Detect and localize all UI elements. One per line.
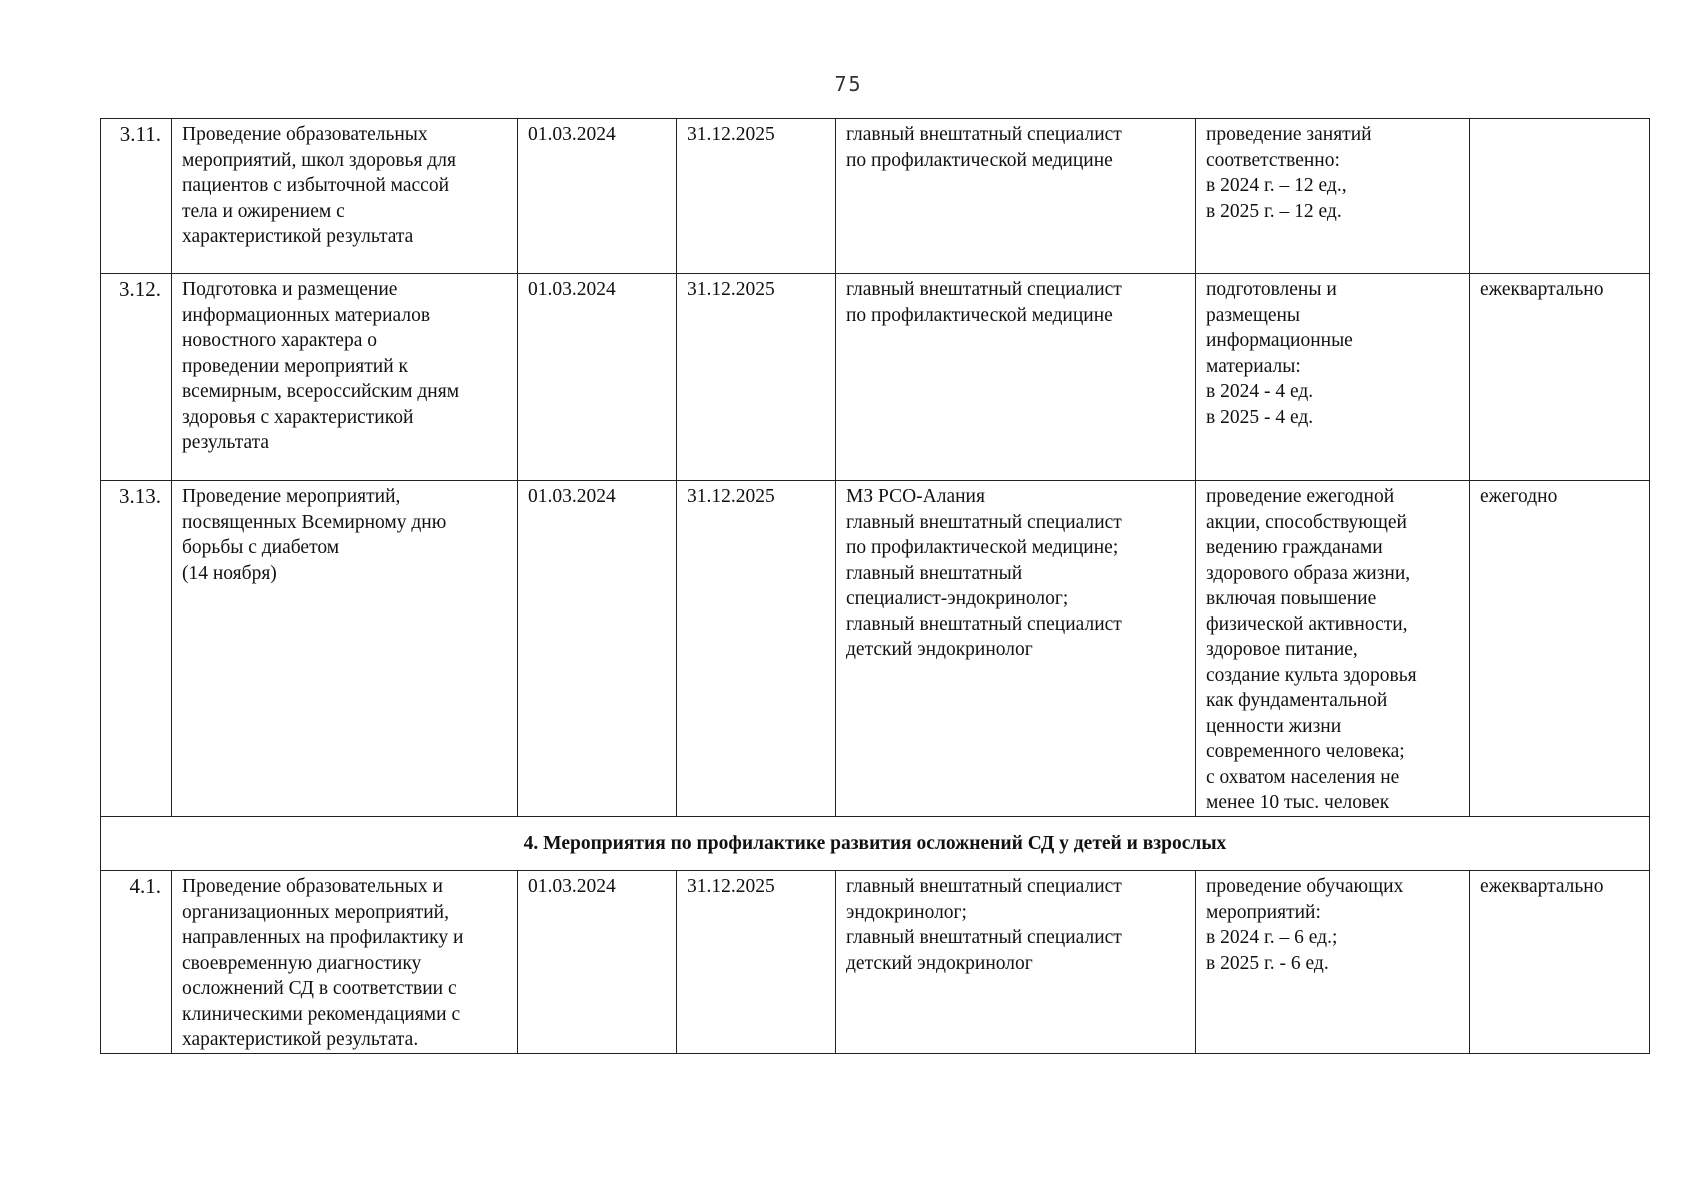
cell-text-line: в 2024 - 4 ед. <box>1206 381 1314 402</box>
activities-table <box>100 118 1650 1054</box>
cell-text-line: проведение обучающих <box>1206 876 1404 897</box>
cell-text-line: Проведение образовательных и <box>182 876 443 897</box>
row-number: 3.12. <box>101 274 172 481</box>
cell-text-line: здоровья с характеристикой <box>182 406 414 428</box>
result-cell <box>1196 481 1470 817</box>
activity-name-cell <box>172 119 518 274</box>
cell-text-line: здорового образа жизни, <box>1206 562 1411 584</box>
responsible-cell <box>836 871 1196 1054</box>
cell-text-line: проведение ежегодной <box>1206 486 1395 507</box>
result-cell <box>1196 871 1470 1054</box>
end-date-cell: 31.12.2025 <box>677 119 836 274</box>
activity-name-cell <box>172 871 518 1054</box>
cell-text-line: организационных мероприятий, <box>182 901 449 923</box>
cell-text-line: по профилактической медицине <box>846 304 1113 326</box>
cell-text-line: главный внештатный <box>846 562 1023 584</box>
cell-text-line: материалы: <box>1206 355 1301 377</box>
row-number: 3.11. <box>101 119 172 274</box>
cell-text-line: Проведение мероприятий, <box>182 486 401 507</box>
cell-text-line: детский эндокринолог <box>846 952 1033 974</box>
end-date-cell: 31.12.2025 <box>677 871 836 1054</box>
cell-text-line: тела и ожирением с <box>182 200 345 222</box>
cell-text-line: детский эндокринолог <box>846 639 1033 660</box>
cell-text-line: характеристикой результата <box>182 226 414 247</box>
cell-text-line: (14 ноября) <box>182 562 277 584</box>
cell-text-line: главный внештатный специалист <box>846 876 1122 897</box>
responsible-cell <box>836 119 1196 274</box>
cell-text-line: новостного характера о <box>182 330 377 351</box>
cell-text-line: эндокринолог; <box>846 901 967 923</box>
cell-text-line: размещены <box>1206 304 1301 326</box>
cell-text-line: Подготовка и размещение <box>182 279 398 300</box>
cell-text-line: ценности жизни <box>1206 715 1342 737</box>
section-header-row <box>101 817 1650 871</box>
result-cell <box>1196 274 1470 481</box>
cell-text-line: в 2025 г. - 6 ед. <box>1206 952 1329 974</box>
cell-text-line: по профилактической медицине <box>846 149 1113 171</box>
cell-text-line: как фундаментальной <box>1206 690 1388 711</box>
cell-text-line: менее 10 тыс. человек <box>1206 792 1390 813</box>
activity-name-cell <box>172 481 518 817</box>
cell-text-line: в 2024 г. – 6 ед.; <box>1206 927 1338 948</box>
cell-text-line: проведение занятий <box>1206 124 1372 145</box>
cell-text-line: главный внештатный специалист <box>846 279 1122 300</box>
cell-text-line: мероприятий: <box>1206 901 1321 923</box>
cell-text-line: ведению гражданами <box>1206 537 1383 558</box>
cell-text-line: главный внештатный специалист <box>846 124 1122 145</box>
end-date-cell: 31.12.2025 <box>677 481 836 817</box>
frequency-cell: ежеквартально <box>1470 871 1650 1054</box>
cell-text-line: информационные <box>1206 330 1353 351</box>
cell-text-line: посвященных Всемирному дню <box>182 511 447 533</box>
cell-text-line: результата <box>182 432 270 453</box>
cell-text-line: МЗ РСО-Алания <box>846 486 985 507</box>
responsible-cell <box>836 274 1196 481</box>
table-body <box>101 119 1650 1054</box>
cell-text-line: специалист-эндокринолог; <box>846 588 1069 609</box>
result-cell <box>1196 119 1470 274</box>
cell-text-line: в 2025 - 4 ед. <box>1206 406 1314 428</box>
cell-text-line: главный внештатный специалист <box>846 613 1122 635</box>
cell-text-line: направленных на профилактику и <box>182 927 464 948</box>
cell-text-line: борьбы с диабетом <box>182 537 340 558</box>
end-date-cell: 31.12.2025 <box>677 274 836 481</box>
cell-text-line: с охватом населения не <box>1206 766 1400 788</box>
cell-text-line: акции, способствующей <box>1206 511 1407 533</box>
frequency-cell <box>1470 119 1650 274</box>
cell-text-line: в 2025 г. – 12 ед. <box>1206 200 1342 222</box>
cell-text-line: Проведение образовательных <box>182 124 428 145</box>
row-number: 4.1. <box>101 871 172 1054</box>
cell-text-line: физической активности, <box>1206 613 1408 635</box>
cell-text-line: главный внештатный специалист <box>846 927 1122 948</box>
start-date-cell: 01.03.2024 <box>518 274 677 481</box>
cell-text-line: здоровое питание, <box>1206 639 1358 660</box>
cell-text-line: мероприятий, школ здоровья для <box>182 149 456 171</box>
responsible-cell <box>836 481 1196 817</box>
page-number: 75 <box>834 72 863 96</box>
start-date-cell: 01.03.2024 <box>518 871 677 1054</box>
activity-name-cell <box>172 274 518 481</box>
cell-text-line: всемирным, всероссийским дням <box>182 381 460 402</box>
start-date-cell: 01.03.2024 <box>518 481 677 817</box>
cell-text-line: характеристикой результата. <box>182 1029 419 1050</box>
cell-text-line: соответственно: <box>1206 149 1340 171</box>
cell-text-line: проведении мероприятий к <box>182 355 409 377</box>
cell-text-line: по профилактической медицине; <box>846 537 1119 558</box>
cell-text-line: пациентов с избыточной массой <box>182 175 450 196</box>
cell-text-line: клиническими рекомендациями с <box>182 1003 461 1025</box>
cell-text-line: включая повышение <box>1206 588 1377 609</box>
cell-text-line: осложнений СД в соответствии с <box>182 978 457 999</box>
frequency-cell: ежеквартально <box>1470 274 1650 481</box>
cell-text-line: современного человека; <box>1206 741 1405 762</box>
cell-text-line: создание культа здоровья <box>1206 664 1417 686</box>
start-date-cell: 01.03.2024 <box>518 119 677 274</box>
table-row <box>101 119 1650 274</box>
table-row <box>101 871 1650 1054</box>
row-number: 3.13. <box>101 481 172 817</box>
frequency-cell: ежегодно <box>1470 481 1650 817</box>
cell-text-line: своевременную диагностику <box>182 952 422 974</box>
table-row <box>101 274 1650 481</box>
cell-text-line: подготовлены и <box>1206 279 1337 300</box>
cell-text-line: в 2024 г. – 12 ед., <box>1206 175 1347 196</box>
cell-text-line: главный внештатный специалист <box>846 511 1122 533</box>
cell-text-line: информационных материалов <box>182 304 431 326</box>
section-title: 4. Мероприятия по профилактике развития осложнений СД у детей и взрослых <box>101 817 1650 871</box>
table-row <box>101 481 1650 817</box>
